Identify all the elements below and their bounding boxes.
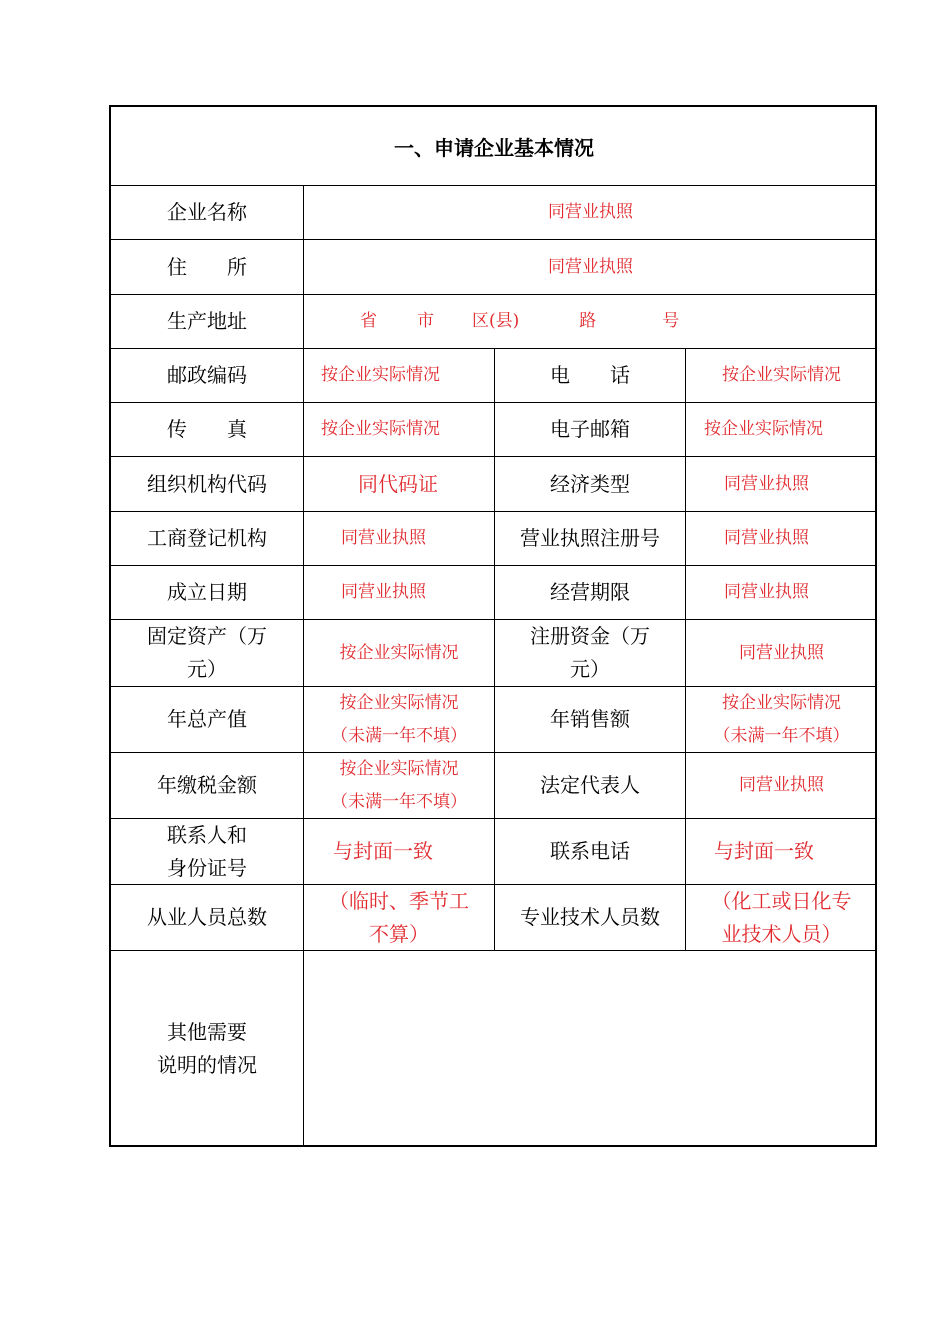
label-other-notes-line2: 说明的情况 [157, 1053, 257, 1077]
value-company-name: 同营业执照 [548, 202, 633, 222]
label-contact-person-line1: 联系人和 [167, 822, 247, 847]
address-road: 路 [579, 311, 597, 331]
label-founding-date: 成立日期 [167, 580, 247, 604]
label-annual-output: 年总产值 [167, 707, 247, 731]
value-annual-output-line1: 按企业实际情况 [339, 692, 459, 713]
value-other-notes[interactable] [304, 951, 877, 1147]
value-founding-date: 同营业执照 [341, 582, 426, 602]
value-email: 按企业实际情况 [704, 419, 823, 439]
label-fax: 传 真 [167, 417, 247, 441]
label-contact-phone: 联系电话 [550, 839, 630, 863]
value-technical-staff-line1: （化工或日化专 [711, 888, 852, 913]
label-other-notes-line1: 其他需要 [167, 1020, 247, 1044]
label-email: 电子邮箱 [550, 417, 630, 441]
value-annual-sales-line2: （未满一年不填） [713, 725, 850, 746]
value-annual-tax [304, 753, 494, 818]
label-registered-capital [495, 620, 685, 686]
label-economic-type: 经济类型 [550, 471, 630, 496]
value-license-number: 同营业执照 [724, 528, 809, 548]
value-economic-type: 同营业执照 [724, 473, 809, 494]
value-annual-output [304, 687, 494, 752]
value-fixed-assets: 按企业实际情况 [339, 642, 459, 663]
address-province: 省 [360, 311, 377, 331]
value-production-address [304, 295, 877, 348]
value-org-code: 同代码证 [358, 471, 438, 496]
value-fax: 按企业实际情况 [321, 419, 440, 439]
value-annual-sales-line1: 按企业实际情况 [722, 692, 841, 713]
form-title: 一、申请企业基本情况 [111, 107, 877, 186]
label-registration-authority: 工商登记机构 [147, 526, 267, 550]
address-number: 号 [662, 311, 680, 331]
address-district: 区(县) [472, 311, 520, 331]
label-technical-staff: 专业技术人员数 [520, 905, 660, 929]
label-legal-representative: 法定代表人 [540, 773, 640, 797]
value-annual-tax-line1: 按企业实际情况 [339, 758, 459, 779]
value-technical-staff [686, 885, 877, 950]
label-company-name: 企业名称 [167, 200, 247, 224]
label-phone: 电 话 [550, 363, 630, 387]
application-form-table [109, 105, 877, 1147]
label-other-notes [111, 951, 303, 1147]
label-total-employees: 从业人员总数 [147, 905, 267, 929]
label-fixed-assets-line1: 固定资产（万 [147, 624, 267, 648]
label-fixed-assets-line2: 元） [187, 657, 227, 681]
value-annual-sales [686, 687, 877, 752]
label-contact-person [111, 819, 303, 884]
value-registration-authority: 同营业执照 [341, 528, 426, 548]
value-total-employees-line2: 不算） [369, 921, 429, 946]
label-registered-capital-line2: 元） [570, 657, 610, 681]
label-annual-sales: 年销售额 [550, 707, 630, 731]
value-total-employees-line1: （临时、季节工 [329, 888, 469, 913]
label-business-term: 经营期限 [550, 580, 630, 604]
label-fixed-assets [111, 620, 303, 686]
value-business-term: 同营业执照 [724, 582, 809, 602]
value-registered-capital: 同营业执照 [739, 642, 824, 663]
value-legal-representative: 同营业执照 [739, 775, 824, 795]
value-contact-person: 与封面一致 [333, 839, 433, 863]
value-total-employees [304, 885, 494, 950]
value-annual-tax-line2: （未满一年不填） [331, 791, 467, 812]
value-technical-staff-line2: 业技术人员） [721, 921, 842, 946]
label-registered-capital-line1: 注册资金（万 [530, 624, 650, 648]
label-contact-person-line2: 身份证号 [167, 855, 247, 880]
label-production-address: 生产地址 [167, 309, 247, 333]
value-annual-output-line2: （未满一年不填） [331, 725, 467, 746]
value-phone: 按企业实际情况 [722, 365, 841, 385]
label-postal-code: 邮政编码 [167, 363, 247, 387]
label-annual-tax: 年缴税金额 [157, 773, 257, 797]
label-org-code: 组织机构代码 [147, 471, 267, 496]
value-contact-phone: 与封面一致 [714, 839, 814, 863]
label-residence: 住 所 [167, 254, 247, 279]
value-postal-code: 按企业实际情况 [321, 365, 440, 385]
address-city: 市 [417, 311, 434, 331]
value-residence: 同营业执照 [548, 256, 633, 277]
label-license-number: 营业执照注册号 [520, 526, 660, 550]
